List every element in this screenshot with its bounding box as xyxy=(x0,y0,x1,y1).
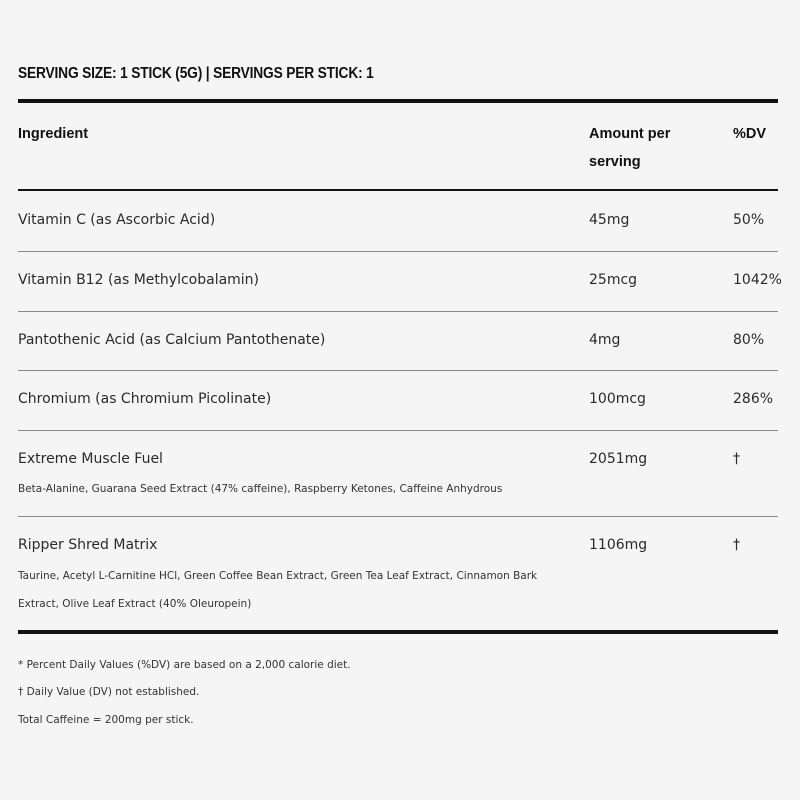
ingredient-amount: 25mcg xyxy=(589,272,638,288)
row-divider xyxy=(18,311,778,312)
ingredient-name: Pantothenic Acid (as Calcium Pantothenate) xyxy=(18,332,326,348)
ingredient-amount: 1106mg xyxy=(589,537,648,553)
ingredient-blend-contents: Beta-Alanine, Guarana Seed Extract (47% caffeine), Raspberry Ketones, Caffeine Anhydrous xyxy=(18,483,503,495)
header-amount xyxy=(589,120,670,176)
header-amount-line1: Amount per xyxy=(589,126,671,142)
row-divider xyxy=(18,370,778,371)
ingredient-name: Chromium (as Chromium Picolinate) xyxy=(18,391,272,407)
ingredient-dv: 1042% xyxy=(733,272,782,288)
header-rule xyxy=(18,189,778,191)
footnote-dv-basis: * Percent Daily Values (%DV) are based on a 2,000 calorie diet. xyxy=(18,659,351,671)
ingredient-blend-contents: Taurine, Acetyl L-Carnitine HCl, Green Coffee Bean Extract, Green Tea Leaf Extract, Cinnamon Bark Extract, Olive Leaf Extract (40% Oleuropein) xyxy=(18,570,538,610)
row-divider xyxy=(18,516,778,517)
serving-size-heading: SERVING SIZE: 1 STICK (5G) | SERVINGS PER STICK: 1 xyxy=(18,65,374,82)
ingredient-amount: 45mg xyxy=(589,212,630,228)
row-divider xyxy=(18,430,778,431)
ingredient-name: Extreme Muscle Fuel xyxy=(18,451,163,467)
header-dv: %DV xyxy=(733,126,767,142)
ingredient-amount: 100mcg xyxy=(589,391,646,407)
ingredient-dv: 286% xyxy=(733,391,774,407)
bottom-thick-rule xyxy=(18,630,778,634)
top-thick-rule xyxy=(18,99,778,103)
ingredient-name: Vitamin C (as Ascorbic Acid) xyxy=(18,212,216,228)
ingredient-name: Vitamin B12 (as Methylcobalamin) xyxy=(18,272,260,288)
ingredient-dv: † xyxy=(733,451,740,467)
header-ingredient: Ingredient xyxy=(18,126,89,142)
ingredient-amount: 4mg xyxy=(589,332,621,348)
footnote-dv-not-established: † Daily Value (DV) not established. xyxy=(18,686,200,698)
ingredient-amount: 2051mg xyxy=(589,451,648,467)
ingredient-dv: 80% xyxy=(733,332,765,348)
ingredient-name: Ripper Shred Matrix xyxy=(18,537,158,553)
header-amount-line2: serving xyxy=(589,154,641,170)
footnote-total-caffeine: Total Caffeine = 200mg per stick. xyxy=(18,714,194,726)
row-divider xyxy=(18,251,778,252)
ingredient-dv: † xyxy=(733,537,740,553)
ingredient-dv: 50% xyxy=(733,212,765,228)
